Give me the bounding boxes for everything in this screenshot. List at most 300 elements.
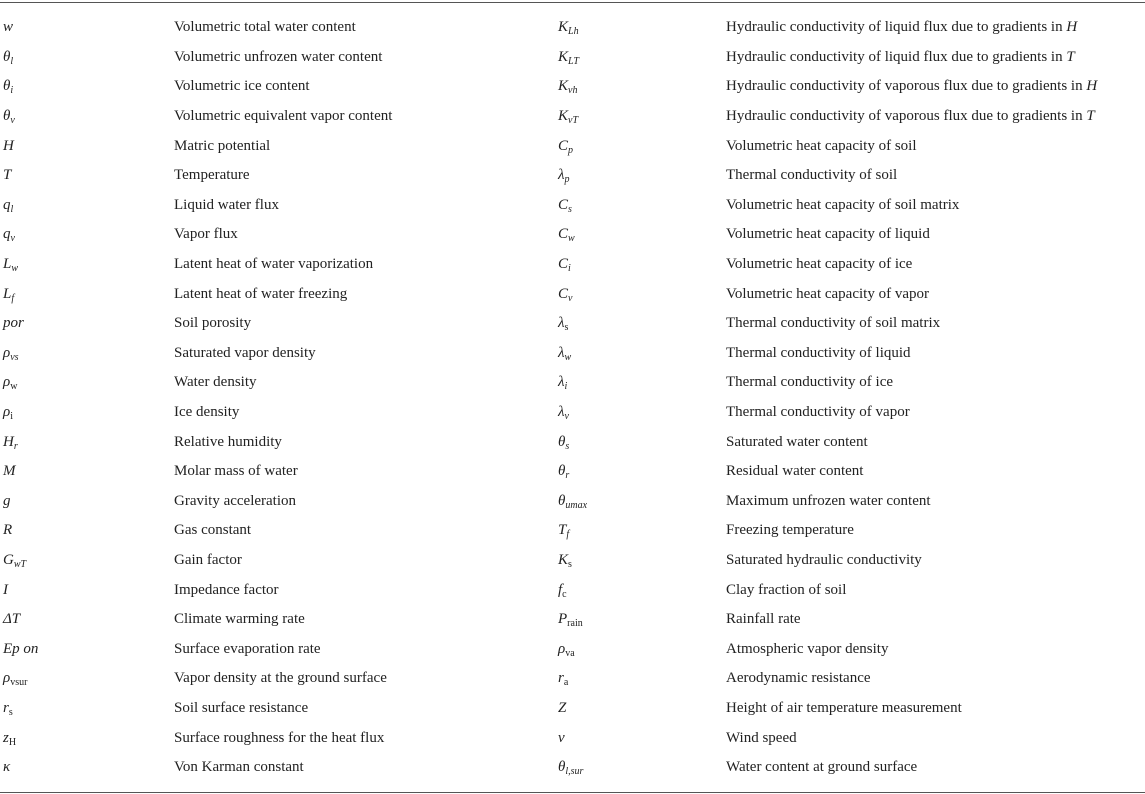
symbol-base: ρ bbox=[3, 374, 11, 391]
symbol-base: θ bbox=[3, 108, 11, 125]
symbol bbox=[3, 286, 14, 302]
symbol-base: ρ bbox=[3, 404, 11, 421]
symbol-cell bbox=[558, 279, 726, 309]
symbol-cell bbox=[558, 191, 726, 221]
symbol-subscript: l bbox=[10, 203, 14, 215]
symbol-subscript: c bbox=[562, 588, 567, 600]
symbol-subscript: LT bbox=[568, 55, 579, 67]
symbol-cell bbox=[0, 250, 174, 280]
symbol-base: θ bbox=[558, 463, 566, 480]
description-cell bbox=[726, 339, 1145, 369]
symbol-subscript: s bbox=[568, 203, 572, 215]
description-cell bbox=[174, 487, 558, 517]
symbol-cell bbox=[0, 131, 174, 161]
symbol-base: C bbox=[558, 256, 569, 273]
description-text: Ice density bbox=[174, 404, 240, 421]
description-text: Hydraulic conductivity of vaporous flux due to gradients in bbox=[726, 78, 1087, 95]
symbol-cell bbox=[558, 43, 726, 73]
description-text: Hydraulic conductivity of liquid flux due to gradients in bbox=[726, 48, 1067, 65]
symbol-base: C bbox=[558, 137, 569, 154]
table-row bbox=[0, 457, 1145, 487]
description-text: Thermal conductivity of soil bbox=[726, 167, 898, 184]
symbol bbox=[3, 167, 11, 183]
symbol-cell bbox=[0, 575, 174, 605]
symbol bbox=[558, 700, 566, 716]
description-cell bbox=[174, 191, 558, 221]
symbol-base: T bbox=[558, 522, 567, 539]
description-text: Impedance factor bbox=[174, 581, 279, 598]
symbol-cell bbox=[558, 753, 726, 783]
bottom-rule bbox=[0, 792, 1145, 793]
symbol-cell bbox=[558, 72, 726, 102]
description-text: Temperature bbox=[174, 167, 250, 184]
description-text: Molar mass of water bbox=[174, 463, 298, 480]
symbol bbox=[558, 345, 571, 361]
description-text: Surface evaporation rate bbox=[174, 640, 321, 657]
symbol bbox=[3, 700, 13, 716]
description-text: Rainfall rate bbox=[726, 611, 801, 628]
symbol-base: K bbox=[558, 48, 569, 65]
description-cell bbox=[726, 161, 1145, 191]
description-cell bbox=[726, 131, 1145, 161]
symbol-subscript: s bbox=[8, 706, 13, 718]
symbol-cell bbox=[0, 339, 174, 369]
table-row bbox=[0, 250, 1145, 280]
symbol-base: ν bbox=[558, 729, 565, 746]
description-cell bbox=[726, 279, 1145, 309]
description-cell bbox=[726, 250, 1145, 280]
symbol-subscript: i bbox=[10, 411, 13, 423]
symbol bbox=[558, 641, 575, 657]
symbol bbox=[558, 670, 569, 689]
description-cell bbox=[726, 309, 1145, 339]
symbol bbox=[558, 522, 570, 541]
symbol-cell bbox=[0, 694, 174, 724]
symbol-base: z bbox=[3, 729, 9, 746]
symbol-cell bbox=[0, 723, 174, 753]
table-row bbox=[0, 427, 1145, 457]
description-cell bbox=[174, 339, 558, 369]
symbol-base: T bbox=[3, 167, 12, 184]
top-rule bbox=[0, 2, 1145, 3]
symbol-cell bbox=[558, 457, 726, 487]
description-text: Clay fraction of soil bbox=[726, 581, 847, 598]
symbol-cell bbox=[558, 546, 726, 576]
description-cell bbox=[174, 131, 558, 161]
symbol-base: λ bbox=[558, 167, 565, 184]
symbol bbox=[558, 611, 583, 630]
symbol-subscript: w bbox=[10, 381, 18, 393]
symbol bbox=[3, 256, 19, 275]
symbol bbox=[3, 226, 15, 245]
symbol-cell bbox=[558, 309, 726, 339]
description-cell bbox=[174, 753, 558, 783]
table-row bbox=[0, 694, 1145, 724]
symbol-cell bbox=[558, 427, 726, 457]
description-text: Thermal conductivity of soil matrix bbox=[726, 315, 941, 332]
description-cell bbox=[726, 516, 1145, 546]
description-cell bbox=[174, 516, 558, 546]
symbol-subscript: p bbox=[568, 144, 574, 156]
symbol-base: θ bbox=[558, 759, 566, 776]
symbol-base: f bbox=[558, 581, 563, 598]
description-text: Hydraulic conductivity of liquid flux due to gradients in bbox=[726, 19, 1067, 36]
symbol-base: λ bbox=[558, 344, 565, 361]
symbol-base: ρ bbox=[3, 670, 11, 687]
symbol-base: q bbox=[3, 226, 11, 243]
symbol bbox=[3, 641, 38, 657]
description-text: Volumetric total water content bbox=[174, 19, 356, 36]
description-text: Vapor flux bbox=[174, 226, 238, 243]
symbol-base: λ bbox=[558, 404, 565, 421]
table-row bbox=[0, 13, 1145, 43]
description-cell bbox=[726, 694, 1145, 724]
symbol-cell bbox=[0, 753, 174, 783]
symbol-cell bbox=[558, 516, 726, 546]
symbol-subscript: i bbox=[564, 381, 568, 393]
symbol-base: κ bbox=[3, 759, 11, 776]
symbol bbox=[558, 463, 570, 482]
symbol-subscript: a bbox=[563, 677, 569, 689]
table-row bbox=[0, 339, 1145, 369]
symbol-base: G bbox=[3, 551, 14, 568]
symbol-subscript: s bbox=[568, 558, 572, 570]
symbol-cell bbox=[0, 605, 174, 635]
symbol-cell bbox=[0, 664, 174, 694]
symbol-base: θ bbox=[558, 433, 566, 450]
symbol-subscript: v bbox=[10, 233, 15, 245]
description-cell bbox=[174, 220, 558, 250]
description-cell bbox=[726, 102, 1145, 132]
symbol-base: ρ bbox=[558, 640, 566, 657]
description-text: Atmospheric vapor density bbox=[726, 640, 889, 657]
description-text: Volumetric heat capacity of liquid bbox=[726, 226, 930, 243]
symbol bbox=[558, 730, 565, 746]
symbol-base: θ bbox=[3, 48, 11, 65]
table-row bbox=[0, 191, 1145, 221]
symbol-cell bbox=[0, 43, 174, 73]
table-row bbox=[0, 72, 1145, 102]
description-cell bbox=[174, 457, 558, 487]
description-text: Saturated water content bbox=[726, 433, 868, 450]
symbol-cell bbox=[558, 487, 726, 517]
description-cell bbox=[726, 398, 1145, 428]
description-cell bbox=[174, 605, 558, 635]
symbol-base: H bbox=[3, 433, 14, 450]
symbol-base: ΔT bbox=[3, 611, 21, 628]
symbol bbox=[3, 345, 19, 361]
table-row bbox=[0, 634, 1145, 664]
symbol bbox=[558, 138, 573, 154]
table-row bbox=[0, 546, 1145, 576]
symbol-cell bbox=[0, 516, 174, 546]
description-cell bbox=[174, 664, 558, 694]
symbol-subscript: l,sur bbox=[565, 766, 584, 778]
symbol-cell bbox=[0, 368, 174, 398]
description-cell bbox=[174, 161, 558, 191]
symbol bbox=[3, 108, 15, 127]
table-row bbox=[0, 220, 1145, 250]
table-row bbox=[0, 102, 1145, 132]
symbol bbox=[3, 522, 12, 538]
symbol-base: L bbox=[3, 256, 12, 273]
description-cell bbox=[726, 723, 1145, 753]
symbol-cell bbox=[0, 457, 174, 487]
symbol bbox=[3, 582, 8, 598]
symbol-base: R bbox=[3, 522, 13, 539]
symbol-cell bbox=[558, 102, 726, 132]
symbol-subscript: vs bbox=[10, 351, 19, 363]
symbol-cell bbox=[558, 220, 726, 250]
description-cell bbox=[726, 575, 1145, 605]
description-cell bbox=[174, 723, 558, 753]
symbol bbox=[3, 759, 10, 775]
description-cell bbox=[726, 753, 1145, 783]
table-row bbox=[0, 605, 1145, 635]
description-text: Volumetric heat capacity of soil bbox=[726, 137, 917, 154]
description-cell bbox=[174, 43, 558, 73]
symbol-subscript: v bbox=[568, 292, 573, 304]
description-text: Hydraulic conductivity of vaporous flux due to gradients in bbox=[726, 108, 1087, 125]
description-text: Volumetric equivalent vapor content bbox=[174, 108, 393, 125]
description-cell bbox=[726, 220, 1145, 250]
symbol bbox=[3, 49, 13, 65]
table-row bbox=[0, 368, 1145, 398]
symbol-base: r bbox=[558, 670, 564, 687]
description-text: Matric potential bbox=[174, 137, 271, 154]
description-text: Von Karman constant bbox=[174, 759, 304, 776]
symbol-cell bbox=[0, 279, 174, 309]
symbol-subscript: v bbox=[564, 411, 569, 423]
symbol-base: K bbox=[558, 19, 569, 36]
description-text: Wind speed bbox=[726, 729, 797, 746]
description-text: Aerodynamic resistance bbox=[726, 670, 871, 687]
symbol-base: I bbox=[3, 581, 8, 598]
symbol-subscript: r bbox=[13, 440, 18, 452]
description-cell bbox=[726, 634, 1145, 664]
description-variable: H bbox=[1086, 78, 1098, 95]
description-text: Height of air temperature measurement bbox=[726, 699, 962, 716]
symbol bbox=[558, 404, 569, 423]
symbol-cell bbox=[558, 634, 726, 664]
table-row bbox=[0, 43, 1145, 73]
symbol bbox=[558, 552, 572, 568]
description-text: Relative humidity bbox=[174, 433, 282, 450]
symbol bbox=[3, 552, 26, 568]
description-text: Volumetric heat capacity of soil matrix bbox=[726, 196, 960, 213]
symbol bbox=[3, 78, 14, 97]
description-text: Thermal conductivity of ice bbox=[726, 374, 894, 391]
description-variable: T bbox=[1066, 48, 1075, 65]
symbol-cell bbox=[0, 427, 174, 457]
description-text: Soil porosity bbox=[174, 315, 252, 332]
description-text: Gas constant bbox=[174, 522, 252, 539]
symbol bbox=[3, 730, 16, 746]
table-row bbox=[0, 398, 1145, 428]
symbol-subscript: f bbox=[566, 529, 570, 541]
symbol bbox=[558, 434, 569, 450]
symbol-subscript: w bbox=[564, 351, 572, 363]
description-text: Liquid water flux bbox=[174, 196, 279, 213]
symbol-base: θ bbox=[3, 78, 11, 95]
symbol-subscript: i bbox=[568, 263, 571, 275]
symbol-base: C bbox=[558, 226, 569, 243]
symbol-subscript: umax bbox=[565, 499, 588, 511]
description-cell bbox=[174, 575, 558, 605]
description-cell bbox=[726, 664, 1145, 694]
symbol-table-body bbox=[0, 13, 1145, 782]
symbol bbox=[3, 315, 24, 331]
description-text: Volumetric heat capacity of vapor bbox=[726, 285, 929, 302]
description-cell bbox=[726, 368, 1145, 398]
symbol-subscript: p bbox=[564, 174, 570, 186]
symbol-subscript: rain bbox=[567, 618, 583, 630]
symbol-cell bbox=[0, 546, 174, 576]
symbol-base: L bbox=[3, 285, 12, 302]
symbol-subscript: wT bbox=[13, 558, 27, 570]
symbol-cell bbox=[558, 398, 726, 428]
symbol-base: K bbox=[558, 108, 569, 125]
symbol-cell bbox=[558, 664, 726, 694]
symbol-subscript: vsur bbox=[10, 677, 28, 689]
description-text: Vapor density at the ground surface bbox=[174, 670, 387, 687]
description-text: Soil surface resistance bbox=[174, 699, 309, 716]
description-cell bbox=[174, 398, 558, 428]
symbol bbox=[558, 19, 579, 38]
symbol bbox=[558, 108, 579, 127]
symbol-cell bbox=[558, 694, 726, 724]
symbol-base: P bbox=[558, 611, 568, 628]
table-row bbox=[0, 575, 1145, 605]
table-row bbox=[0, 664, 1145, 694]
symbol-base: K bbox=[558, 551, 569, 568]
description-cell bbox=[174, 368, 558, 398]
description-text: Gravity acceleration bbox=[174, 492, 297, 509]
table-row bbox=[0, 161, 1145, 191]
symbol-cell bbox=[0, 161, 174, 191]
symbol bbox=[558, 78, 578, 97]
symbol-cell bbox=[0, 487, 174, 517]
description-cell bbox=[174, 427, 558, 457]
description-cell bbox=[174, 13, 558, 43]
symbol-cell bbox=[0, 309, 174, 339]
symbol-cell bbox=[558, 368, 726, 398]
symbol bbox=[3, 404, 13, 423]
symbol-cell bbox=[0, 398, 174, 428]
symbol bbox=[3, 611, 20, 627]
symbol-subscript: Lh bbox=[568, 26, 579, 38]
symbol-subscript: vT bbox=[568, 115, 579, 127]
symbol bbox=[558, 493, 587, 509]
description-cell bbox=[174, 694, 558, 724]
description-variable: H bbox=[1066, 19, 1078, 36]
description-cell bbox=[174, 102, 558, 132]
symbol-cell bbox=[0, 102, 174, 132]
description-text: Saturated vapor density bbox=[174, 344, 316, 361]
description-text: Surface roughness for the heat flux bbox=[174, 729, 385, 746]
table-row bbox=[0, 279, 1145, 309]
symbol bbox=[3, 434, 18, 450]
table-row bbox=[0, 131, 1145, 161]
symbol-base: C bbox=[558, 196, 569, 213]
symbol bbox=[558, 315, 569, 334]
symbol-cell bbox=[558, 339, 726, 369]
description-text: Climate warming rate bbox=[174, 611, 305, 628]
description-text: Volumetric heat capacity of ice bbox=[726, 256, 913, 273]
symbol-cell bbox=[558, 605, 726, 635]
symbol-subscript: l bbox=[10, 55, 14, 67]
symbol-subscript: f bbox=[11, 292, 15, 304]
symbol-cell bbox=[558, 161, 726, 191]
description-cell bbox=[726, 487, 1145, 517]
description-cell bbox=[726, 13, 1145, 43]
description-text: Water content at ground surface bbox=[726, 759, 918, 776]
symbol bbox=[558, 759, 584, 778]
symbol bbox=[558, 256, 571, 275]
symbol-cell bbox=[558, 131, 726, 161]
symbol-subscript: r bbox=[565, 470, 570, 482]
symbol-base: ρ bbox=[3, 344, 11, 361]
symbol-cell bbox=[0, 72, 174, 102]
description-cell bbox=[174, 546, 558, 576]
table-row bbox=[0, 309, 1145, 339]
description-cell bbox=[174, 250, 558, 280]
description-text: Residual water content bbox=[726, 463, 864, 480]
description-text: Latent heat of water vaporization bbox=[174, 256, 374, 273]
table-row bbox=[0, 516, 1145, 546]
symbol-base: q bbox=[3, 196, 11, 213]
symbol-cell bbox=[0, 13, 174, 43]
description-cell bbox=[174, 634, 558, 664]
symbol-base: Ep on bbox=[3, 640, 39, 657]
description-text: Thermal conductivity of vapor bbox=[726, 404, 910, 421]
symbol-base: C bbox=[558, 285, 569, 302]
symbol bbox=[3, 19, 13, 35]
description-cell bbox=[726, 427, 1145, 457]
description-text: Saturated hydraulic conductivity bbox=[726, 551, 922, 568]
symbol bbox=[3, 670, 28, 689]
symbol-subscript: va bbox=[565, 647, 575, 659]
symbol-base: w bbox=[3, 19, 14, 36]
symbol-base: λ bbox=[558, 315, 565, 332]
symbol-base: por bbox=[3, 315, 24, 332]
description-cell bbox=[726, 546, 1145, 576]
symbol-subscript: s bbox=[565, 440, 570, 452]
description-text: Water density bbox=[174, 374, 257, 391]
symbol-cell bbox=[0, 634, 174, 664]
symbol bbox=[3, 197, 13, 213]
symbol bbox=[558, 226, 575, 245]
symbol bbox=[558, 49, 579, 65]
symbol-base: K bbox=[558, 78, 569, 95]
description-cell bbox=[726, 43, 1145, 73]
symbol-subscript: H bbox=[8, 736, 17, 748]
symbol-subscript: v bbox=[10, 115, 15, 127]
description-cell bbox=[726, 72, 1145, 102]
symbol-base: λ bbox=[558, 374, 565, 391]
symbol bbox=[558, 374, 568, 393]
symbol-subscript: w bbox=[11, 263, 19, 275]
symbol bbox=[3, 493, 11, 509]
description-cell bbox=[726, 457, 1145, 487]
symbol-cell bbox=[558, 13, 726, 43]
symbol-base: g bbox=[3, 492, 11, 509]
symbol bbox=[558, 197, 572, 213]
symbol-cell bbox=[558, 250, 726, 280]
description-text: Volumetric ice content bbox=[174, 78, 310, 95]
symbol-base: H bbox=[3, 137, 14, 154]
symbol bbox=[3, 138, 14, 154]
